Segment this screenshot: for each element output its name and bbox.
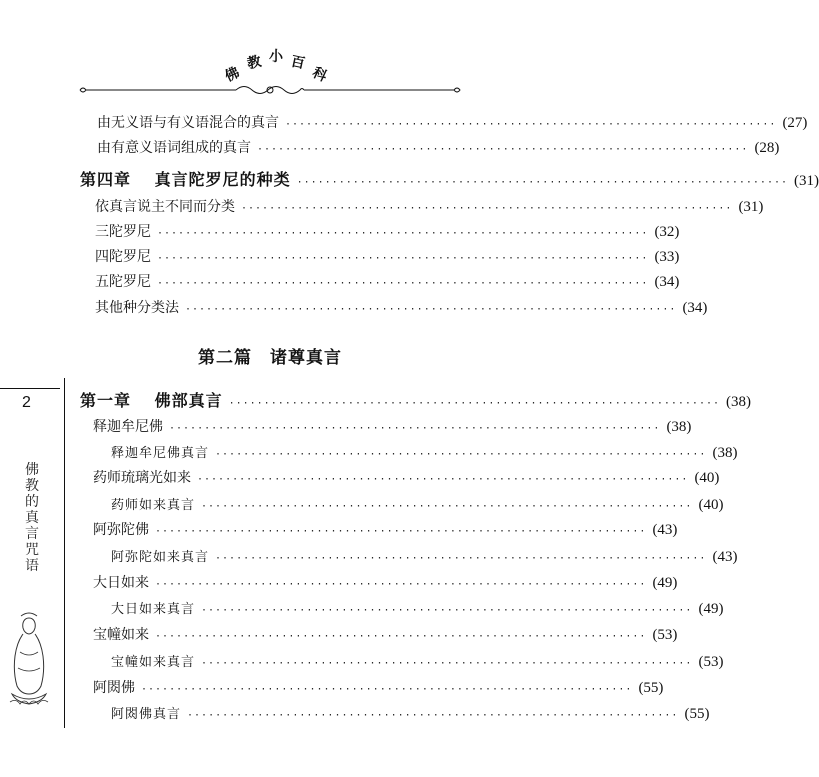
toc-entry-page: (34) — [654, 274, 680, 290]
toc-entry-page: (55) — [638, 680, 664, 696]
toc-entry-page: (38) — [726, 394, 752, 410]
toc-entry-page: (38) — [666, 419, 692, 435]
toc-entry[interactable] — [93, 416, 692, 438]
toc-entry-label: 药师琉璃光如来 — [93, 470, 191, 486]
series-title-char: 佛 — [222, 64, 243, 86]
toc-entry-label: 由有意义语词组成的真言 — [97, 140, 251, 156]
toc-entry-label: 阿閦佛真言 — [111, 707, 182, 722]
dot-leader: ······································································ — [241, 203, 733, 214]
book-title-char: 言 — [25, 526, 39, 542]
book-title-char: 佛 — [25, 462, 39, 478]
toc-entry-page: (34) — [682, 300, 708, 316]
toc-entry[interactable] — [111, 442, 738, 464]
toc-entry-label: 宝幢如来 — [93, 627, 149, 643]
dot-leader: ······································································ — [185, 304, 677, 315]
toc-entry[interactable] — [93, 624, 678, 646]
toc-entry-label: 释迦牟尼佛真言 — [111, 446, 210, 461]
guanyin-illustration — [6, 612, 52, 712]
toc-entry[interactable] — [97, 112, 808, 134]
part-title: 第二篇 诸尊真言 — [198, 348, 342, 368]
margin-divider — [0, 388, 60, 389]
toc-entry[interactable] — [93, 677, 664, 699]
book-title-char: 的 — [25, 494, 39, 510]
dot-leader: ······································································ — [155, 526, 647, 537]
toc-entry[interactable] — [111, 494, 724, 516]
toc-chapter-entry[interactable] — [80, 167, 819, 189]
toc-entry-label: 由无义语与有义语混合的真言 — [97, 115, 279, 131]
toc-entry[interactable] — [95, 246, 680, 268]
margin-vertical-rule — [64, 378, 65, 728]
dot-leader: ······································································ — [197, 474, 689, 485]
dot-leader: ······································································ — [155, 579, 647, 590]
toc-entry-label: 阿弥陀佛 — [93, 522, 149, 538]
dot-leader: ······································································ — [155, 631, 647, 642]
dot-leader: ······································································ — [201, 501, 693, 512]
toc-entry-page: (40) — [694, 470, 720, 486]
toc-entry-label: 阿閦佛 — [93, 680, 135, 696]
dot-leader: ······································································ — [157, 253, 649, 264]
toc-entry[interactable] — [111, 598, 724, 620]
book-title-vertical — [22, 462, 42, 574]
dot-leader: ······································································ — [157, 278, 649, 289]
book-title-char: 语 — [25, 558, 39, 574]
dot-leader: ······································································ — [187, 710, 679, 721]
toc-entry-page: (43) — [712, 549, 738, 565]
toc-entry-label: 依真言说主不同而分类 — [95, 199, 235, 215]
book-title-char: 教 — [25, 478, 39, 494]
toc-entry[interactable] — [111, 651, 724, 673]
toc-entry-page: (32) — [654, 224, 680, 240]
toc-entry-page: (27) — [782, 115, 808, 131]
dot-leader: ······································································ — [215, 553, 707, 564]
toc-entry[interactable] — [93, 572, 678, 594]
series-title-char: 百 — [289, 53, 307, 73]
book-title-char: 真 — [25, 510, 39, 526]
dot-leader: ······································································ — [257, 144, 749, 155]
dot-leader: ······································································ — [201, 658, 693, 669]
dot-leader: ······································································ — [215, 449, 707, 460]
dot-leader: ······································································ — [201, 605, 693, 616]
toc-entry[interactable] — [111, 703, 710, 725]
dot-leader: ······································································ — [285, 119, 777, 130]
toc-entry-page: (31) — [794, 173, 819, 189]
toc-entry[interactable] — [95, 271, 680, 293]
toc-entry-page: (40) — [698, 497, 724, 513]
dot-leader: ······································································ — [296, 177, 789, 188]
toc-entry[interactable] — [111, 546, 738, 568]
toc-entry-label: 四陀罗尼 — [95, 249, 151, 265]
toc-entry-page: (31) — [738, 199, 764, 215]
toc-entry[interactable] — [93, 467, 720, 489]
toc-entry[interactable] — [95, 221, 680, 243]
toc-entry-page: (55) — [684, 706, 710, 722]
toc-entry[interactable] — [93, 519, 678, 541]
dot-leader: ······································································ — [141, 684, 633, 695]
toc-entry-page: (49) — [698, 601, 724, 617]
toc-entry-page: (38) — [712, 445, 738, 461]
toc-entry-label: 释迦牟尼佛 — [93, 419, 163, 435]
series-title-char: 小 — [269, 49, 283, 65]
toc-entry-page: (53) — [652, 627, 678, 643]
toc-entry[interactable] — [95, 196, 764, 218]
toc-entry-label: 第四章 真言陀罗尼的种类 — [80, 170, 291, 189]
toc-entry-label: 大日如来真言 — [111, 602, 196, 617]
toc-entry-page: (53) — [698, 654, 724, 670]
toc-entry-label: 大日如来 — [93, 575, 149, 591]
dot-leader: ······································································ — [157, 228, 649, 239]
toc-entry-page: (33) — [654, 249, 680, 265]
toc-entry-label: 其他种分类法 — [95, 300, 179, 316]
toc-entry[interactable] — [95, 297, 708, 319]
toc-entry-page: (28) — [754, 140, 780, 156]
toc-entry-label: 三陀罗尼 — [95, 224, 151, 240]
toc-entry-label: 第一章 佛部真言 — [80, 391, 223, 410]
dot-leader: ······································································ — [228, 398, 721, 409]
toc-entry-page: (49) — [652, 575, 678, 591]
toc-chapter-entry[interactable] — [80, 388, 752, 410]
toc-entry-label: 五陀罗尼 — [95, 274, 151, 290]
toc-entry-page: (43) — [652, 522, 678, 538]
series-title-char: 科 — [309, 64, 330, 86]
book-title-char: 咒 — [25, 542, 39, 558]
toc-entry[interactable] — [97, 137, 780, 159]
dot-leader: ······································································ — [169, 423, 661, 434]
toc-entry-label: 阿弥陀如来真言 — [111, 550, 210, 565]
page-number: 2 — [22, 394, 31, 411]
series-title-char: 教 — [245, 53, 263, 73]
toc-entry-label: 药师如来真言 — [111, 498, 196, 513]
toc-entry-label: 宝幢如来真言 — [111, 655, 196, 670]
